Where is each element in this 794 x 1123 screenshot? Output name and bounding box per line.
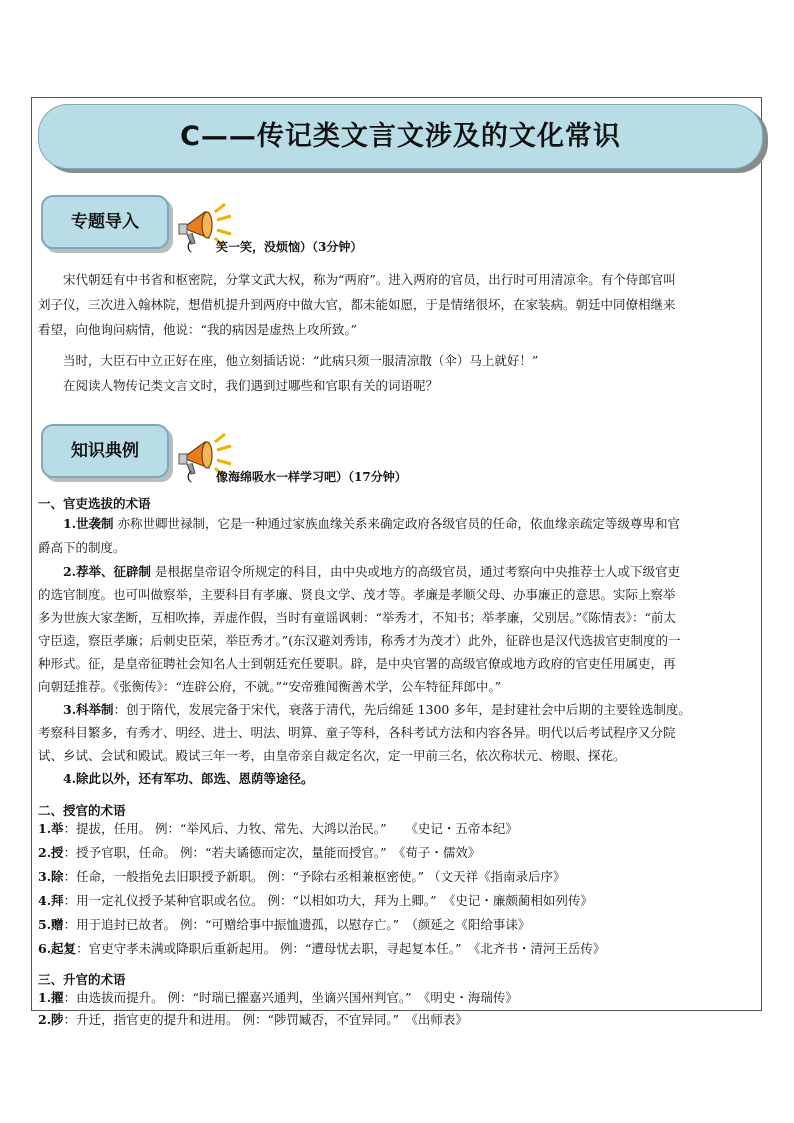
- text: ：升迁，指官吏的提升和进用。 例：“陟罚臧否，不宜异同。” 《出师表》: [63, 1012, 468, 1027]
- intro-line-3: 看望，向他询问病情，他说：“我的病因是虚热上攻所致。”: [38, 322, 358, 337]
- text: 亦称世卿世禄制，它是一种通过家族血缘关系来确定政府各级官员的任命，依血缘亲疏定等级尊卑和官: [117, 516, 681, 531]
- heading-appointment: 二、授官的术语: [38, 803, 126, 818]
- text: ：用一定礼仪授予某种官职或名位。 例：“以相如功大，拜为上卿。” 《史记・廉颇蔺相如列传》: [63, 893, 593, 908]
- item-4: 4.除此以外，还有军功、郎选、恩荫等途径。: [63, 771, 314, 786]
- appoint-item-3: [38, 864, 760, 889]
- appoint-item-2: [38, 840, 760, 865]
- term: 1.举: [38, 821, 64, 836]
- text: ：授予官职，任命。 例：“若夫谲德而定次，量能而授官。” 《荀子・儒效》: [63, 845, 481, 860]
- item-1-line-2: 爵高下的制度。: [38, 540, 126, 555]
- term: 3.科举制: [63, 702, 114, 717]
- text: ：提拔，任用。 例：“举风后、力牧、常先、大鸿以治民。” 《史记・五帝本纪》: [63, 821, 518, 836]
- page-title: C——传记类文言文涉及的文化常识: [180, 121, 621, 152]
- section-tag-knowledge: 知识典例: [41, 424, 169, 478]
- heading-promotion: 三、升官的术语: [38, 972, 126, 987]
- term: 4.拜: [38, 893, 64, 908]
- item-2-line-4: 守臣逵，察臣孝廉；后刺史臣荣，举臣秀才。”(东汉避刘秀讳，称秀才为茂才）此外，征辟也是汉代选拔官吏制度的一: [38, 633, 681, 648]
- item-2-line-2: 的选官制度。也可叫做察举，主要科目有孝廉、贤良文学、茂才等。孝廉是孝顺父母、办事廉正的意思。实际上察举: [38, 587, 676, 602]
- term: 1.世袭制: [63, 516, 114, 531]
- term: 5.赠: [38, 917, 64, 932]
- intro-line-4: 当时，大臣石中立正好在座，他立刻插话说：“此病只须一服清凉散（伞）马上就好！”: [63, 353, 539, 368]
- text: ：官吏守孝未满或降职后重新起用。 例：“遭母忧去职，寻起复本任。” 《北齐书・清河王岳传》: [76, 941, 606, 956]
- item-2-line-1: [38, 559, 760, 584]
- intro-line-2: 刘子仪，三次进入翰林院，想借机提升到两府中做大官，都未能如愿，于是情绪很坏，在家装病。朝廷中同僚相继来: [38, 297, 676, 312]
- appoint-item-5: [38, 912, 760, 937]
- intro-line-1: 宋代朝廷有中书省和枢密院，分掌文武大权，称为“两府”。进入两府的官员，出行时可用清凉伞。有个侍郎官叫: [63, 272, 676, 287]
- appoint-item-1: [38, 816, 760, 841]
- intro-tagline: （ 笑一笑，没烦恼）（3分钟）: [180, 240, 363, 254]
- item-3-line-2: 考察科目繁多，有秀才、明经、进士、明法、明算、童子等科，各科考试方法和内容各异。明代以后考试程序又分院: [38, 725, 676, 740]
- item-2-line-5: 种形式。征，是皇帝征聘社会知名人士到朝廷充任要职。辟，是中央官署的高级官僚或地方政府的官吏任用属吏，再: [38, 656, 676, 671]
- term: 6.起复: [38, 941, 77, 956]
- term: 2.授: [38, 845, 64, 860]
- heading-selection: 一、官吏选拔的术语: [38, 496, 151, 511]
- intro-line-5: 在阅读人物传记类文言文时，我们遇到过哪些和官职有关的词语呢？: [63, 378, 439, 393]
- term: 2.陟: [38, 1012, 64, 1027]
- text: 是根据皇帝诏令所规定的科目，由中央或地方的高级官员，通过考察向中央推荐士人或下级官吏: [155, 564, 681, 579]
- appoint-item-4: [38, 888, 760, 913]
- item-2-line-3: 多为世族大家垄断，互相吹捧，弄虚作假，当时有童谣讽刺：“举秀才，不知书；举孝廉，父别居。”《陈情表》：“前太: [38, 610, 676, 625]
- text: ：创于隋代，发展完备于宋代，衰落于清代，先后绵延 1300 多年，是封建社会中后期的主要铨选制度。: [113, 702, 691, 717]
- term: 2.荐举、征辟制: [63, 564, 152, 579]
- knowledge-tagline: （ 像海绵吸水一样学习吧）（17分钟）: [180, 470, 407, 484]
- text: ：用于追封已故者。 例：“可赠给事中振恤遗孤，以慰存亡。” （颜延之《阳给事诔》: [63, 917, 531, 932]
- text: ：任命，一般指免去旧职授予新职。 例：“予除右丞相兼枢密使。” （文天祥《指南录后序》: [63, 869, 566, 884]
- term: 3.除: [38, 869, 64, 884]
- text: ：由选拔而提升。 例：“时瑞已擢嘉兴通判，坐谪兴国州判官。” 《明史・海瑞传》: [63, 990, 518, 1005]
- term: 1.擢: [38, 990, 64, 1005]
- promote-item-2: [38, 1007, 760, 1032]
- appoint-item-6: [38, 936, 760, 961]
- section-tag-intro: 专题导入: [41, 195, 169, 249]
- item-1-line-1: [38, 511, 760, 536]
- item-3-line-3: 试、乡试、会试和殿试。殿试三年一考，由皇帝亲自裁定名次，定一甲前三名，依次称状元、榜眼、探花。: [38, 748, 626, 763]
- item-2-line-6: 向朝廷推荐。《张衡传》：“连辟公府，不就。”“安帝雅闻衡善术学，公车特征拜郎中。”: [38, 679, 502, 694]
- item-3-line-1: [38, 697, 760, 722]
